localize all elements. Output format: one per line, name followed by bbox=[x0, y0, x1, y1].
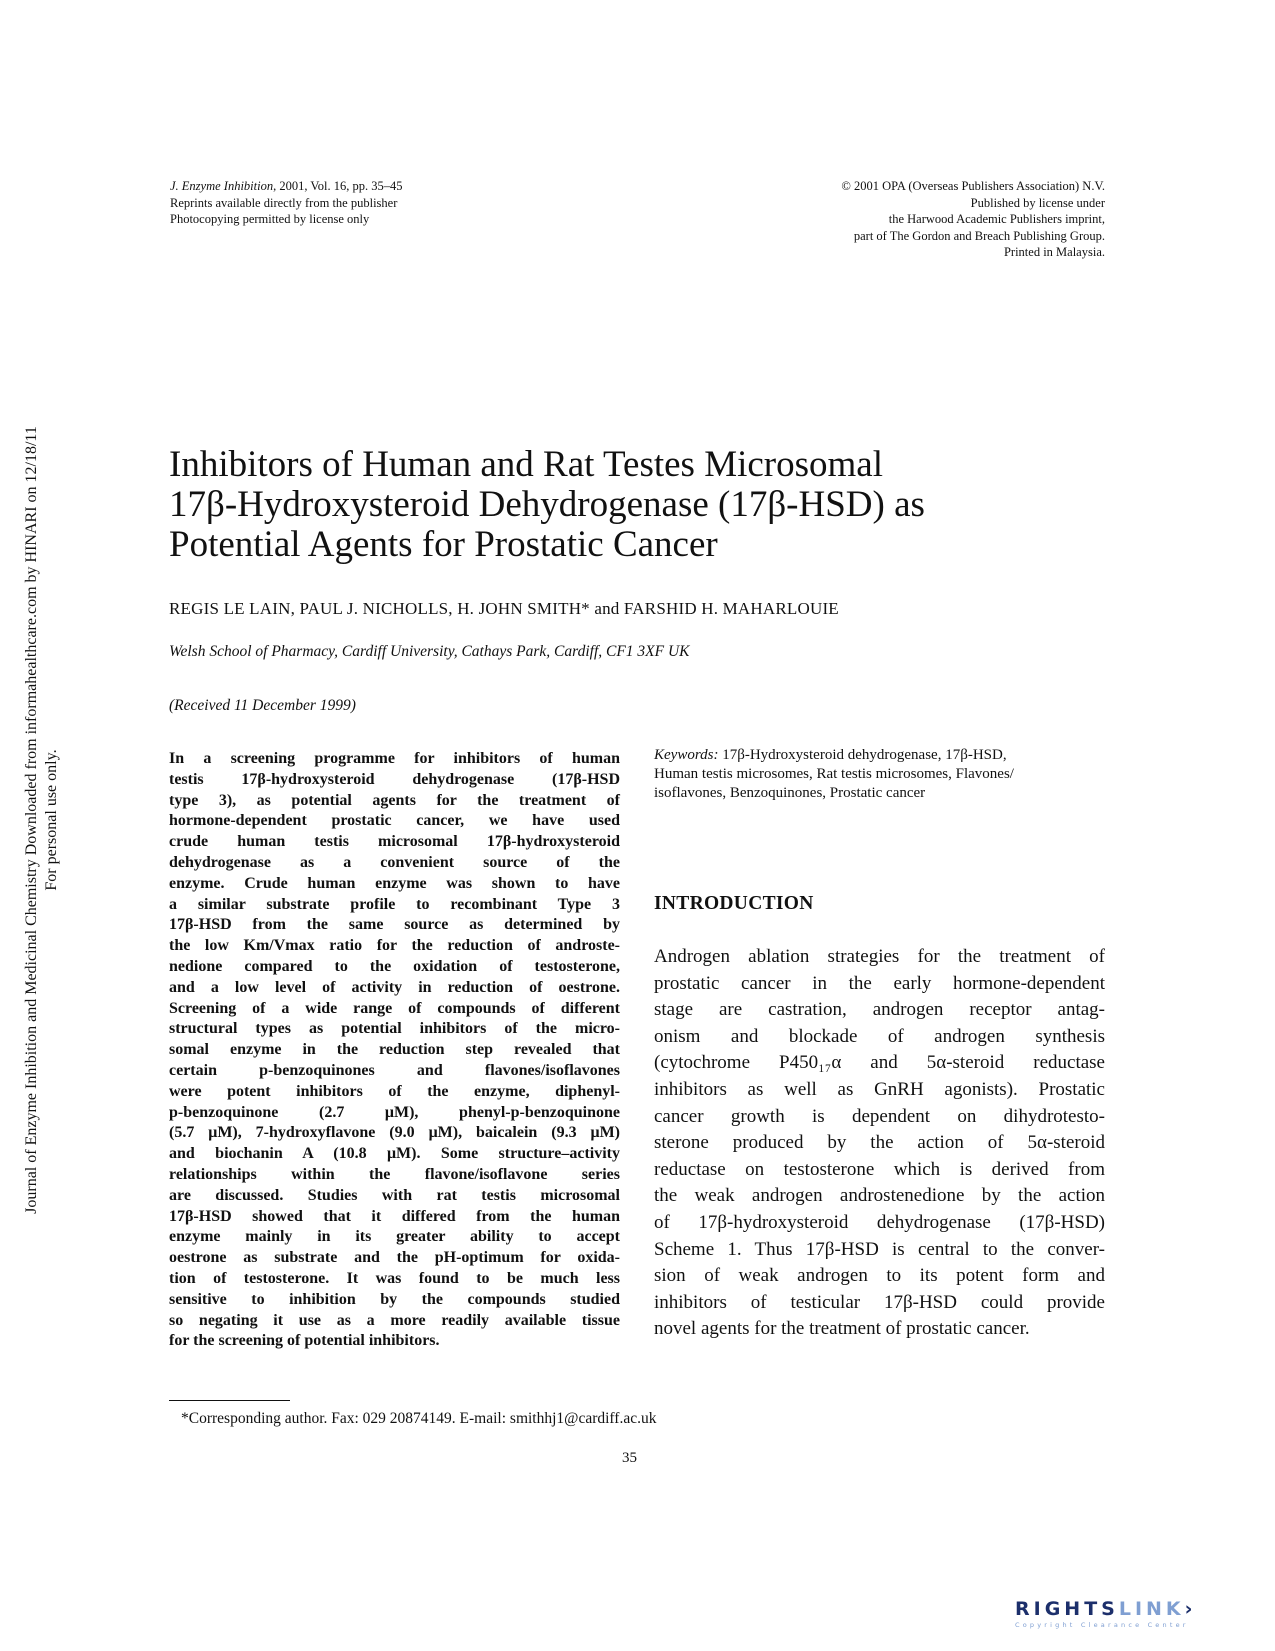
abstract-line: enzyme. Crude human enzyme was shown to have bbox=[169, 874, 620, 892]
journal-name: J. Enzyme Inhibition bbox=[170, 179, 274, 193]
abstract-line: were potent inhibitors of the enzyme, diphenyl- bbox=[169, 1082, 620, 1100]
intro-line: the weak androgen androstenedione by the action bbox=[654, 1185, 1105, 1207]
intro-line: reductase on testosterone which is derived from bbox=[654, 1158, 1105, 1180]
title-line: Inhibitors of Human and Rat Testes Microsomal bbox=[169, 444, 884, 485]
rightslink-rights: RIGHTS bbox=[1015, 1598, 1119, 1620]
abstract-line: a similar substrate profile to recombinant Type 3 bbox=[169, 895, 620, 913]
abstract-line: dehydrogenase as a convenient source of the bbox=[169, 853, 620, 871]
abstract bbox=[169, 749, 620, 1352]
rightslink-link: LINK bbox=[1118, 1598, 1185, 1620]
abstract-line: sensitive to inhibition by the compounds studied bbox=[169, 1290, 620, 1308]
abstract-line: 17β-HSD from the same source as determined by bbox=[169, 916, 620, 934]
abstract-line: testis 17β-hydroxysteroid dehydrogenase (17β-HSD bbox=[169, 770, 620, 788]
abstract-line: relationships within the flavone/isoflavone series bbox=[169, 1165, 620, 1183]
abstract-line: so negating it use as a more readily available tissue bbox=[169, 1311, 620, 1329]
abstract-line: and biochanin A (10.8 μM). Some structure–activity bbox=[169, 1145, 620, 1163]
watermark-line-1: Journal of Enzyme Inhibition and Medicinal Chemistry Downloaded from informahealthcare.com by HINARI on 12/18/11 bbox=[23, 426, 40, 1214]
abstract-line: In a screening programme for inhibitors of human bbox=[169, 750, 620, 767]
abstract-line: oestrone as substrate and the pH-optimum for oxida- bbox=[169, 1249, 620, 1267]
rightslink-wordmark bbox=[1015, 1598, 1197, 1620]
rightslink-arrow-icon: › bbox=[1184, 1598, 1197, 1620]
abstract-line: for the screening of potential inhibitors. bbox=[169, 1332, 440, 1350]
intro-line: Scheme 1. Thus 17β-HSD is central to the conver- bbox=[654, 1238, 1105, 1260]
rightslink-subtitle: Copyright Clearance Center bbox=[1015, 1621, 1189, 1629]
journal-header bbox=[170, 178, 590, 228]
intro-line: inhibitors of testicular 17β-HSD could provide bbox=[654, 1291, 1105, 1313]
page-number: 35 bbox=[622, 1450, 637, 1466]
abstract-line: and a low level of activity in reduction of oestrone. bbox=[169, 978, 620, 996]
abstract-line: somal enzyme in the reduction step revealed that bbox=[169, 1041, 620, 1059]
license-line: Published by license under bbox=[970, 195, 1105, 210]
intro-line: Androgen ablation strategies for the treatment of bbox=[654, 946, 1105, 967]
keywords bbox=[654, 746, 1106, 803]
title-line: 17β-Hydroxysteroid Dehydrogenase (17β-HSD) as bbox=[169, 484, 925, 525]
keywords-line bbox=[654, 746, 1106, 765]
intro-line: sterone produced by the action of 5α-steroid bbox=[654, 1132, 1105, 1154]
abstract-line: crude human testis microsomal 17β-hydroxysteroid bbox=[169, 833, 620, 851]
publisher-header bbox=[700, 178, 1105, 261]
section-heading-introduction: INTRODUCTION bbox=[654, 893, 814, 914]
intro-line: onism and blockade of androgen synthesis bbox=[654, 1025, 1105, 1047]
intro-line: sion of weak androgen to its potent form and bbox=[654, 1265, 1105, 1287]
abstract-line: p-benzoquinone (2.7 μM), phenyl-p-benzoquinone bbox=[169, 1103, 620, 1121]
abstract-line: nedione compared to the oxidation of testosterone, bbox=[169, 957, 620, 975]
abstract-line: hormone-dependent prostatic cancer, we have used bbox=[169, 812, 620, 830]
corresponding-author-footnote: *Corresponding author. Fax: 029 20874149. E-mail: smithhj1@cardiff.ac.uk bbox=[181, 1410, 657, 1427]
keywords-label: Keywords: bbox=[654, 747, 719, 763]
introduction-text bbox=[654, 944, 1105, 1343]
abstract-line: enzyme mainly in its greater ability to accept bbox=[169, 1228, 620, 1246]
watermark-line-2: For personal use only. bbox=[43, 749, 60, 891]
intro-line: stage are castration, androgen receptor antag- bbox=[654, 999, 1105, 1021]
intro-line: of 17β-hydroxysteroid dehydrogenase (17β-HSD) bbox=[654, 1211, 1105, 1233]
journal-volume: , 2001, Vol. 16, pp. 35–45 bbox=[273, 179, 403, 193]
article-title bbox=[169, 445, 1109, 565]
abstract-line: type 3), as potential agents for the treatment of bbox=[169, 791, 620, 809]
abstract-line: 17β-HSD showed that it differed from the human bbox=[169, 1207, 620, 1225]
intro-line: prostatic cancer in the early hormone-dependent bbox=[654, 972, 1105, 994]
abstract-line: structural types as potential inhibitors of the micro- bbox=[169, 1020, 620, 1038]
abstract-line: tion of testosterone. It was found to be much less bbox=[169, 1269, 620, 1287]
keywords-line: isoflavones, Benzoquinones, Prostatic cancer bbox=[654, 785, 926, 801]
title-line: Potential Agents for Prostatic Cancer bbox=[169, 524, 718, 565]
group-line: part of The Gordon and Breach Publishing Group. bbox=[853, 228, 1105, 243]
footnote-divider bbox=[169, 1400, 290, 1401]
imprint-line: the Harwood Academic Publishers imprint, bbox=[888, 212, 1105, 226]
intro-line: (cytochrome P450₁₇α and 5α-steroid reductase bbox=[654, 1052, 1105, 1074]
abstract-line: certain p-benzoquinones and flavones/isoflavones bbox=[169, 1061, 620, 1079]
intro-line: cancer growth is dependent on dihydrotesto- bbox=[654, 1105, 1105, 1127]
keywords-text: 17β-Hydroxysteroid dehydrogenase, 17β-HSD, bbox=[718, 747, 1007, 763]
abstract-line: Screening of a wide range of compounds of different bbox=[169, 999, 620, 1017]
author-list: REGIS LE LAIN, PAUL J. NICHOLLS, H. JOHN SMITH* and FARSHID H. MAHARLOUIE bbox=[169, 599, 839, 618]
printed-line: Printed in Malaysia. bbox=[1003, 245, 1105, 259]
photocopy-note: Photocopying permitted by license only bbox=[170, 212, 370, 226]
abstract-line: are discussed. Studies with rat testis microsomal bbox=[169, 1186, 620, 1204]
journal-citation bbox=[170, 178, 590, 195]
rightslink-logo[interactable] bbox=[1015, 1598, 1197, 1629]
keywords-line: Human testis microsomes, Rat testis microsomes, Flavones/ bbox=[654, 766, 1014, 782]
intro-line: novel agents for the treatment of prostatic cancer. bbox=[654, 1318, 1030, 1340]
received-date: (Received 11 December 1999) bbox=[169, 697, 356, 714]
affiliation: Welsh School of Pharmacy, Cardiff University, Cathays Park, Cardiff, CF1 3XF UK bbox=[169, 643, 690, 660]
reprints-note: Reprints available directly from the publisher bbox=[170, 195, 398, 210]
abstract-line: the low Km/Vmax ratio for the reduction of androste- bbox=[169, 937, 620, 955]
abstract-line: (5.7 μM), 7-hydroxyflavone (9.0 μM), baicalein (9.3 μM) bbox=[169, 1124, 620, 1142]
intro-line: inhibitors as well as GnRH agonists). Prostatic bbox=[654, 1078, 1105, 1100]
download-watermark bbox=[22, 380, 62, 1260]
copyright-line: © 2001 OPA (Overseas Publishers Association) N.V. bbox=[841, 179, 1105, 193]
